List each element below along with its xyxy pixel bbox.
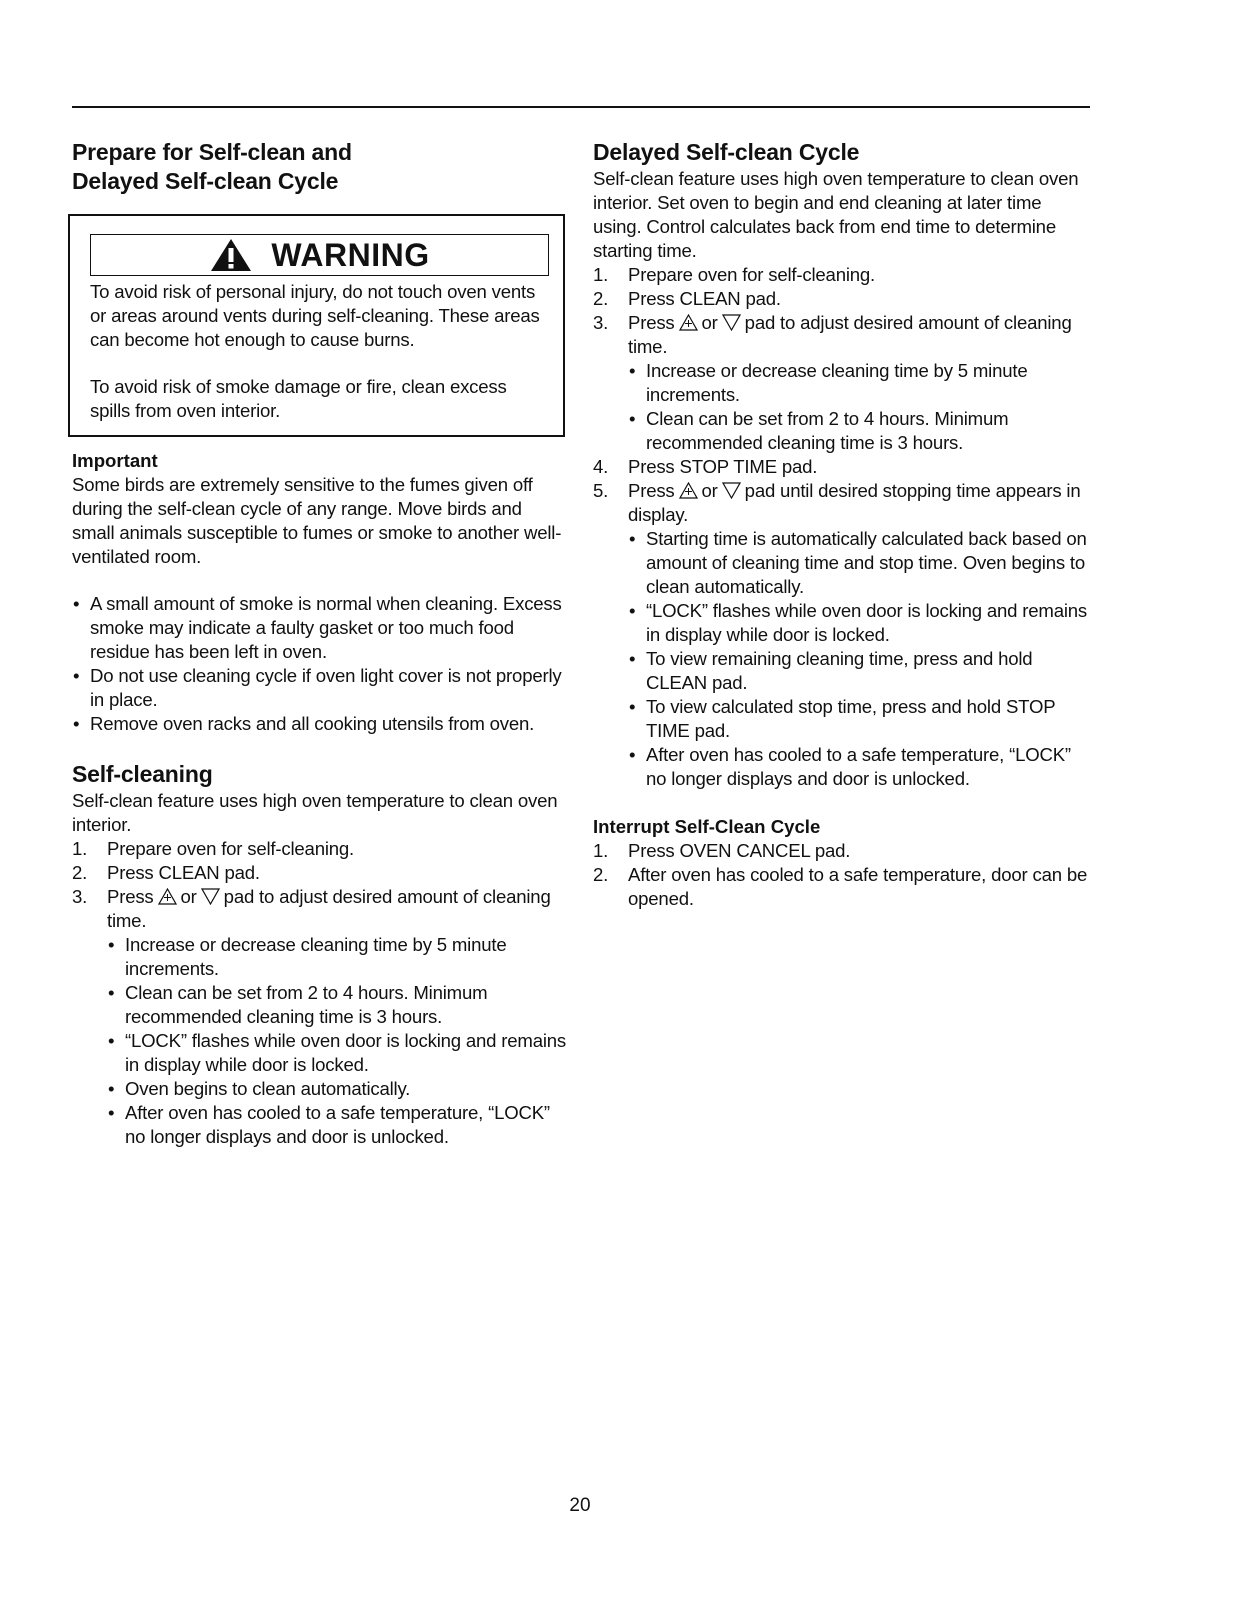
warning-box: [68, 214, 565, 437]
down-arrow-triangle-icon: [201, 888, 220, 905]
precaution-list: [72, 592, 567, 736]
page-number: 20: [569, 1495, 591, 1516]
step-3-details: [107, 933, 567, 1149]
section-heading-delayed: Delayed Self-clean Cycle: [593, 139, 860, 165]
list-item: 2. After oven has cooled to a safe temperature, door can be opened.: [593, 864, 1088, 909]
list-item: 3. Press or pad to adjust desired amount of cleaning time. • Increase or decrease cleaning time by 5 minute increments. • Clean can be set from 2 to 4 hours. Minimum recommended cleaning time is 3 hours. • “LOCK” flashes while oven door is locking and remains in display while door is locked. • Oven begins to clean automatically. • After oven has cooled to a safe temperature, “LOCK” no longer displays and door is unlocked.: [72, 885, 567, 1149]
list-item: • After oven has cooled to a safe temperature, “LOCK” no longer displays and door is unlocked.: [628, 743, 1088, 791]
step-3-details: [628, 359, 1088, 455]
list-item: 2. Press CLEAN pad.: [72, 862, 260, 883]
list-item: • To view calculated stop time, press and hold STOP TIME pad.: [628, 695, 1088, 743]
list-item: 2. Press CLEAN pad.: [593, 288, 781, 309]
warning-triangle-icon: [209, 237, 253, 273]
list-item: 1. Prepare oven for self-cleaning.: [72, 838, 355, 859]
list-item: • After oven has cooled to a safe temperature, “LOCK” no longer displays and door is unlocked.: [107, 1101, 567, 1149]
section-heading-self-cleaning: Self-cleaning: [72, 761, 213, 787]
interrupt-steps: [593, 839, 1088, 911]
self-cleaning-steps: [72, 837, 567, 1149]
left-column: [72, 138, 567, 1149]
up-arrow-triangle-icon: [679, 314, 698, 331]
list-item: • Increase or decrease cleaning time by 5 minute increments.: [107, 933, 567, 981]
list-item: • A small amount of smoke is normal when cleaning. Excess smoke may indicate a faulty gasket or too much food residue has been left in oven.: [72, 592, 567, 664]
important-text: Some birds are extremely sensitive to the fumes given off during the self-clean cycle of any range. Move birds and small animals susceptible to fumes or smoke to another well-ventilated room.: [72, 474, 562, 567]
down-arrow-triangle-icon: [722, 314, 741, 331]
warning-title-bar: [90, 234, 549, 276]
list-item: • Increase or decrease cleaning time by 5 minute increments.: [628, 359, 1088, 407]
delayed-steps: [593, 263, 1088, 791]
list-item: 4. Press STOP TIME pad.: [593, 456, 818, 477]
warning-title: WARNING: [271, 236, 430, 273]
list-item: • Remove oven racks and all cooking utensils from oven.: [72, 712, 567, 736]
list-item: • “LOCK” flashes while oven door is locking and remains in display while door is locked.: [107, 1029, 567, 1077]
list-item: • Clean can be set from 2 to 4 hours. Minimum recommended cleaning time is 3 hours.: [107, 981, 567, 1029]
up-arrow-triangle-icon: [679, 482, 698, 499]
interrupt-heading: Interrupt Self-Clean Cycle: [593, 816, 821, 837]
right-column: [593, 138, 1088, 911]
section-heading-prepare: Prepare for Self-clean and Delayed Self-clean Cycle: [72, 139, 352, 194]
delayed-intro: Self-clean feature uses high oven temperature to clean oven interior. Set oven to begin and end cleaning at later time using. Control calculates back from end time to determine starting time.: [593, 168, 1079, 261]
self-cleaning-intro: Self-clean feature uses high oven temperature to clean oven interior.: [72, 790, 558, 835]
list-item: • Starting time is automatically calculated back based on amount of cleaning time and stop time. Oven begins to clean automatically.: [628, 527, 1088, 599]
warning-text-burns: To avoid risk of personal injury, do not touch oven vents or areas around vents during self-cleaning. These areas can become hot enough to cause burns.: [90, 281, 540, 350]
down-arrow-triangle-icon: [722, 482, 741, 499]
important-label: Important: [72, 450, 158, 471]
list-item: 1. Prepare oven for self-cleaning.: [593, 264, 876, 285]
list-item: 1. Press OVEN CANCEL pad.: [593, 840, 851, 861]
list-item: • Oven begins to clean automatically.: [107, 1077, 567, 1101]
top-rule: [72, 106, 1090, 108]
up-arrow-triangle-icon: [158, 888, 177, 905]
list-item: 5. Press or pad until desired stopping time appears in display. • Starting time is automatically calculated back based on amount of cleaning time and stop time. Oven begins to clean automatically. • “LOCK” flashes while oven door is locking and remains in display while door is locked. • To view remaining cleaning time, press and hold CLEAN pad. • To view calculated stop time, press and hold STOP TIME pad. • After oven has cooled to a safe temperature, “LOCK” no longer displays and door is unlocked.: [593, 479, 1088, 791]
warning-text-smoke: To avoid risk of smoke damage or fire, clean excess spills from oven interior.: [90, 376, 507, 421]
step-5-details: [628, 527, 1088, 791]
list-item: • “LOCK” flashes while oven door is locking and remains in display while door is locked.: [628, 599, 1088, 647]
list-item: 3. Press or pad to adjust desired amount of cleaning time. • Increase or decrease cleaning time by 5 minute increments. • Clean can be set from 2 to 4 hours. Minimum recommended cleaning time is 3 hours.: [593, 311, 1088, 455]
list-item: • Do not use cleaning cycle if oven light cover is not properly in place.: [72, 664, 567, 712]
list-item: • Clean can be set from 2 to 4 hours. Minimum recommended cleaning time is 3 hours.: [628, 407, 1088, 455]
list-item: • To view remaining cleaning time, press and hold CLEAN pad.: [628, 647, 1088, 695]
